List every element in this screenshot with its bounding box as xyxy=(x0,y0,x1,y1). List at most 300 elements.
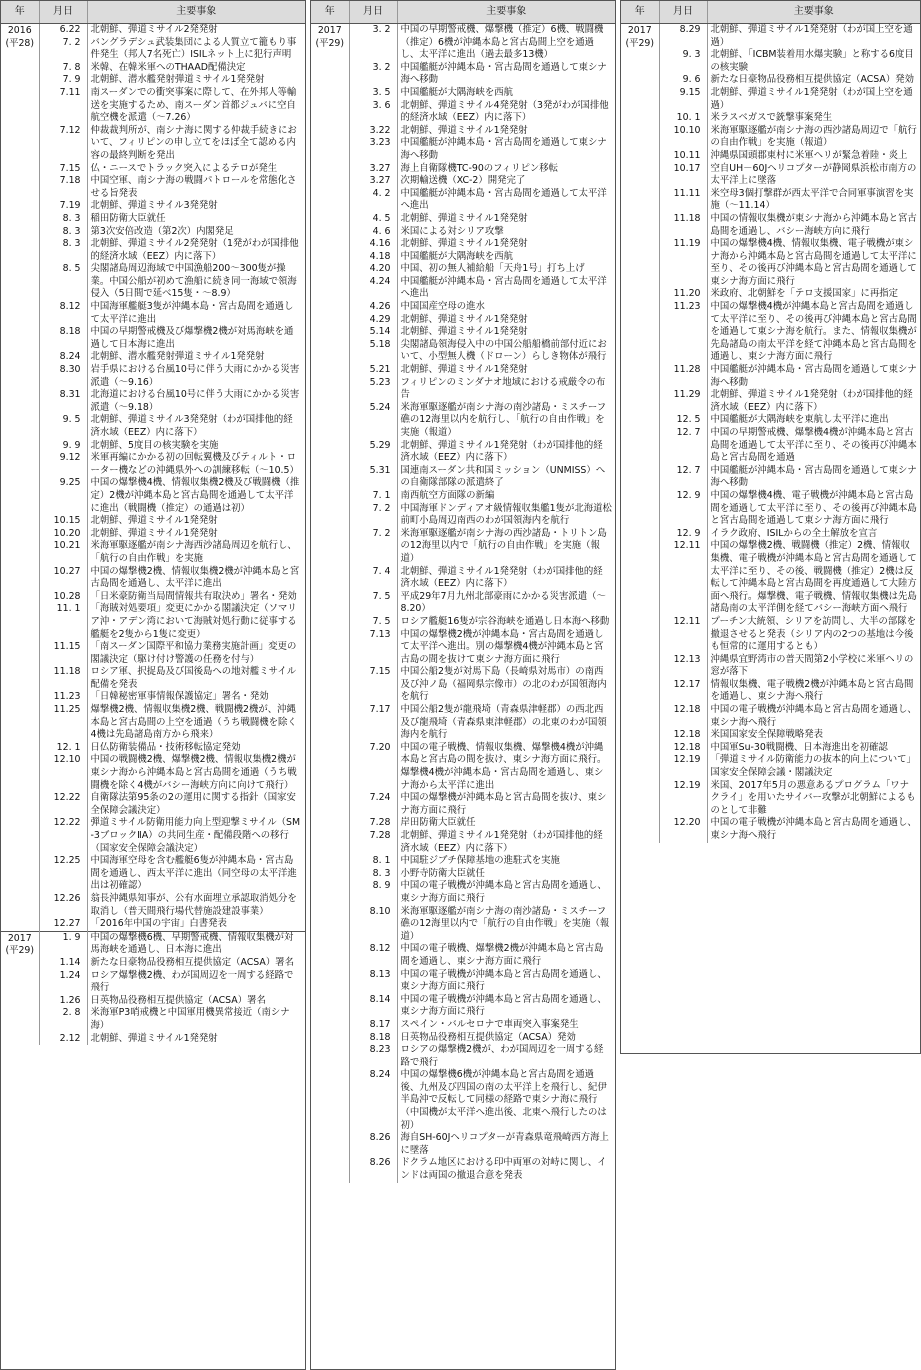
event-date: 3.23 xyxy=(349,137,397,162)
table-row xyxy=(1,566,305,591)
event-text: ロシア爆撃機2機、わが国周辺を一周する経路で飛行 xyxy=(90,969,294,994)
event-text: 自衛隊法第95条の2の運用に関する指針（国家安全保障会議決定） xyxy=(90,792,296,816)
header-event: 主要事象 xyxy=(397,1,615,24)
table-row xyxy=(621,540,920,616)
event-date: 1. 9 xyxy=(39,931,87,957)
event-text: 爆撃機2機、情報収集機2機、戦闘機2機が、沖縄本島と宮古島間の上空を通過（うち戦闘機を除く4機は先島諸島南方から飛来） xyxy=(90,704,297,741)
event-text: 中国の早期警戒機、爆撃機（推定）6機、戦闘機（推定）6機が沖縄本島と宮古島間上空を通過し、太平洋に進出（過去最多13機） xyxy=(400,24,604,61)
event-text: 海自SH-60Jヘリコプターが青森県竜飛崎西方海上に墜落 xyxy=(400,1132,609,1156)
table-row xyxy=(311,251,615,264)
event-text: 新たな日豪物品役務相互提供協定（ACSA）署名 xyxy=(90,956,294,968)
event-text: 中国軍Su-30戦闘機、日本海進出を初確認 xyxy=(710,741,888,753)
table-row xyxy=(1,603,305,641)
event-text: 稲田防衛大臣就任 xyxy=(90,212,166,224)
table-row xyxy=(621,780,920,818)
event-date: 8.13 xyxy=(349,969,397,994)
table-row xyxy=(621,754,920,779)
event-date: 9.15 xyxy=(659,87,707,112)
timeline-column-2 xyxy=(310,0,616,1370)
event-text: 中国の爆撃機6機、早期警戒機、情報収集機が対馬海峡を通過し、日本海に進出 xyxy=(87,931,305,957)
event-text: 北朝鮮、弾道ミサイル1発発射（わが国排他的経済水域（EEZ）内に落下） xyxy=(400,565,603,590)
table-row xyxy=(311,490,615,503)
event-text: イラク政府、ISILからの全土解放を宣言 xyxy=(710,527,878,539)
table-row xyxy=(311,868,615,881)
table-row xyxy=(311,163,615,176)
table-row xyxy=(1,477,305,515)
event-date: 8. 5 xyxy=(39,263,87,301)
table-row xyxy=(311,326,615,339)
event-date: 3. 6 xyxy=(349,100,397,125)
table-row xyxy=(1,817,305,855)
table-row xyxy=(311,830,615,855)
event-text: 米海軍P3哨戒機と中国軍用機異常接近（南シナ海） xyxy=(90,1007,290,1031)
table-row xyxy=(621,465,920,490)
table-row xyxy=(311,616,615,629)
event-text: 中国、初の無人補給船「天舟1号」打ち上げ xyxy=(400,263,585,275)
table-row xyxy=(1,301,305,326)
table-row xyxy=(621,729,920,742)
event-text: 北朝鮮、弾道ミサイル2発発射（1発がわが国排他的経済水域（EEZ）内に落下） xyxy=(90,238,299,262)
event-date: 8.12 xyxy=(39,301,87,326)
event-date: 8. 1 xyxy=(349,855,397,868)
event-date: 3. 2 xyxy=(349,24,397,62)
header-year: 年 xyxy=(1,1,39,24)
event-text: 北朝鮮、弾道ミサイル1発発射 xyxy=(400,364,528,376)
header-year: 年 xyxy=(311,1,349,24)
event-date: 8. 3 xyxy=(39,213,87,226)
event-date: 8.24 xyxy=(349,1069,397,1132)
event-text: 北朝鮮、弾道ミサイル1発発射 xyxy=(400,212,528,224)
event-date: 12.25 xyxy=(39,855,87,893)
table-row xyxy=(311,238,615,251)
event-date: 10.15 xyxy=(39,515,87,528)
event-text: 中国国産空母の進水 xyxy=(400,301,485,313)
table-row xyxy=(311,880,615,905)
event-date: 4.18 xyxy=(349,251,397,264)
table-row xyxy=(1,200,305,213)
event-date: 11.18 xyxy=(659,213,707,238)
event-date: 12. 7 xyxy=(659,427,707,465)
table-row xyxy=(311,1157,615,1182)
table-row xyxy=(621,528,920,541)
table-row xyxy=(1,452,305,477)
event-date: 11.23 xyxy=(39,691,87,704)
event-text: 中国海軍空母を含む艦艇6隻が沖縄本島・宮古島間を通過し、西太平洋に進出（同空母の太平洋進出は初確認） xyxy=(90,855,297,892)
table-row xyxy=(311,528,615,566)
event-text: 米海軍駆逐艦が南シナ海西沙諸島周辺を航行し、「航行の自由作戦」を実施 xyxy=(90,540,297,564)
table-header-row xyxy=(621,1,920,24)
header-date: 月日 xyxy=(659,1,707,24)
event-text: 中国の爆撃機4機、電子戦機が沖縄本島と宮古島間を通過して太平洋に至り、その後再び沖縄本島と宮古島間を通過して東シナ海方面に飛行 xyxy=(710,489,917,527)
event-text: 北朝鮮、弾道ミサイル3発発射（わが国排他的経済水域（EEZ）内に落下） xyxy=(90,414,293,438)
year-value: 2017 xyxy=(627,25,652,36)
event-date: 3. 2 xyxy=(349,62,397,87)
table-row xyxy=(621,389,920,414)
event-date: 2. 8 xyxy=(39,1007,87,1032)
event-text: 中国艦艇が沖縄本島・宮古島間を通過して太平洋へ進出 xyxy=(400,187,607,212)
table-row xyxy=(311,855,615,868)
event-date: 8.24 xyxy=(39,351,87,364)
event-date: 1.24 xyxy=(39,970,87,995)
event-date: 8. 9 xyxy=(349,880,397,905)
event-date: 12.13 xyxy=(659,654,707,679)
event-text: 北朝鮮、弾道ミサイル1発発射（わが国上空を通過） xyxy=(710,24,913,48)
event-text: スペイン・バルセロナで車両突入事案発生 xyxy=(400,1018,579,1030)
event-text: 中国の爆撃機2機が沖縄本島・宮古島間を通過して太平洋へ進出。別の爆撃機4機が沖縄本島と宮古島の間を抜けて東シナ海方面に飛行 xyxy=(400,628,604,665)
table-row xyxy=(621,364,920,389)
event-date: 7. 2 xyxy=(349,528,397,566)
table-row xyxy=(311,465,615,490)
event-date: 11.20 xyxy=(659,288,707,301)
events-table xyxy=(1,1,305,1045)
event-date: 12.10 xyxy=(39,754,87,792)
table-row xyxy=(1,87,305,125)
event-date: 8.31 xyxy=(39,389,87,414)
table-row xyxy=(621,49,920,74)
event-text: 弾道ミサイル防衛用能力向上型迎撃ミサイル（SM-3ブロックⅡA）の共同生産・配備段階への移行（国家安全保障会議決定） xyxy=(90,817,301,854)
event-text: 米空母3個打撃群が西太平洋で合同軍事演習を実施（～11.14） xyxy=(710,187,914,212)
event-text: 米海軍駆逐艦が南シナ海の西沙諸島・トリトン島の12海里以内で「航行の自由作戦」を実施（報道） xyxy=(400,527,607,564)
event-date: 8.17 xyxy=(349,1019,397,1032)
table-row xyxy=(621,288,920,301)
event-text: 中国の電子戦機が沖縄本島と宮古島間を通過し、東シナ海へ飛行 xyxy=(710,817,917,841)
table-row xyxy=(311,817,615,830)
event-date: 12.11 xyxy=(659,540,707,616)
event-text: 北朝鮮、「ICBM装着用水爆実験」と称する6度目の核実験 xyxy=(710,49,914,73)
year-value: 2017 xyxy=(317,25,342,36)
table-row xyxy=(311,503,615,528)
event-date: 7.19 xyxy=(39,200,87,213)
table-row xyxy=(1,37,305,62)
table-row xyxy=(621,74,920,87)
event-date: 8.26 xyxy=(349,1157,397,1182)
event-date: 8. 3 xyxy=(39,226,87,239)
event-date: 7. 4 xyxy=(349,566,397,591)
table-row xyxy=(621,87,920,112)
table-row xyxy=(621,163,920,188)
table-row xyxy=(311,792,615,817)
table-header-row xyxy=(1,1,305,24)
event-date: 12. 9 xyxy=(659,528,707,541)
table-row xyxy=(621,427,920,465)
event-date: 12. 7 xyxy=(659,465,707,490)
table-row xyxy=(1,175,305,200)
event-date: 4. 2 xyxy=(349,188,397,213)
header-year: 年 xyxy=(621,1,659,24)
table-row xyxy=(311,24,615,62)
event-text: 「日韓秘密軍事情報保護協定」署名・発効 xyxy=(90,691,269,703)
event-date: 1.14 xyxy=(39,957,87,970)
event-text: 北朝鮮、潜水艦発射弾道ミサイル1発発射 xyxy=(90,74,265,86)
event-text: 北海道における台風10号に伴う大雨にかかる災害派遣（～9.18） xyxy=(90,389,300,413)
table-row xyxy=(311,213,615,226)
event-text: 岩手県における台風10号に伴う大雨にかかる災害派遣（～9.16） xyxy=(90,364,300,388)
header-date: 月日 xyxy=(39,1,87,24)
event-text: 北朝鮮、弾道ミサイル1発発射（わが国上空を通過） xyxy=(710,86,913,111)
table-row xyxy=(311,629,615,667)
era-value: (平29) xyxy=(625,37,655,49)
table-row xyxy=(1,326,305,351)
table-row xyxy=(1,62,305,75)
event-date: 9. 5 xyxy=(39,414,87,439)
table-row xyxy=(311,175,615,188)
event-date: 9. 3 xyxy=(659,49,707,74)
event-date: 12.11 xyxy=(659,616,707,654)
table-row xyxy=(311,591,615,616)
event-date: 10.21 xyxy=(39,540,87,565)
table-row xyxy=(311,137,615,162)
event-date: 11.18 xyxy=(39,666,87,691)
event-date: 12. 5 xyxy=(659,414,707,427)
event-date: 9. 6 xyxy=(659,74,707,87)
table-row xyxy=(1,414,305,439)
events-table xyxy=(621,1,920,843)
table-row xyxy=(311,276,615,301)
table-row xyxy=(311,100,615,125)
table-row xyxy=(1,754,305,792)
event-text: 中国の早期警戒機、爆撃機4機が沖縄本島と宮古島間を通過して太平洋に至り、その後再び沖縄本島と宮古島間を通過 xyxy=(710,427,917,464)
event-text: 中国艦艇が大隅海峡を西航 xyxy=(400,250,514,262)
event-text: 中国の爆撃機6機が沖縄本島と宮古島間を通過後、九州及び四国の南の太平洋上を飛行し、紀伊半島沖で反転して同様の経路で東シナ海に飛行（中国機が太平洋へ進出後、北東へ飛行したのは初） xyxy=(400,1069,607,1131)
event-date: 7. 5 xyxy=(349,591,397,616)
table-row xyxy=(1,666,305,691)
event-date: 8.14 xyxy=(349,994,397,1019)
event-date: 8.29 xyxy=(659,24,707,50)
event-text: 米国、2017年5月の悪意あるプログラム「ワナクライ」を用いたサイバー攻撃が北朝鮮によるものとして非難 xyxy=(710,779,916,816)
table-row xyxy=(1,125,305,163)
table-row xyxy=(311,314,615,327)
table-row xyxy=(1,995,305,1008)
event-date: 7. 9 xyxy=(39,74,87,87)
event-date: 7.12 xyxy=(39,125,87,163)
table-row xyxy=(311,1132,615,1157)
event-text: 日仏防衛装備品・技術移転協定発効 xyxy=(90,741,241,753)
event-text: 中国の電子戦機が沖縄本島と宮古島間を通過し、東シナ海方面に飛行 xyxy=(400,968,607,993)
event-date: 7. 5 xyxy=(349,616,397,629)
event-text: 北朝鮮、弾道ミサイル4発発射（3発がわが国排他的経済水域（EEZ）内に落下） xyxy=(400,99,609,124)
event-text: 米海軍駆逐艦が南シナ海の西沙諸島周辺で「航行の自由作戦」を実施（報道） xyxy=(710,124,917,149)
event-date: 10.27 xyxy=(39,566,87,591)
event-date: 10. 1 xyxy=(659,112,707,125)
year-cell xyxy=(1,24,39,932)
table-row xyxy=(621,112,920,125)
event-date: 12.19 xyxy=(659,754,707,779)
event-text: 北朝鮮、弾道ミサイル2発発射 xyxy=(90,24,218,35)
table-row xyxy=(621,238,920,288)
event-date: 4. 6 xyxy=(349,226,397,239)
event-date: 4.29 xyxy=(349,314,397,327)
event-date: 8.23 xyxy=(349,1044,397,1069)
table-row xyxy=(621,742,920,755)
table-row xyxy=(311,1069,615,1132)
event-date: 8.12 xyxy=(349,943,397,968)
table-row xyxy=(1,641,305,666)
event-text: 小野寺防衛大臣就任 xyxy=(400,867,485,879)
table-row xyxy=(1,74,305,87)
event-text: 新たな日豪物品役務相互提供協定（ACSA）発効 xyxy=(710,74,914,86)
event-date: 10.20 xyxy=(39,528,87,541)
table-row xyxy=(621,616,920,654)
event-text: 仲裁裁判所が、南シナ海に関する仲裁手続きにおいて、フィリピンの申し立てをほぼ全て認める内容の最終判断を発出 xyxy=(90,124,297,161)
table-row xyxy=(311,188,615,213)
event-date: 10.28 xyxy=(39,591,87,604)
event-text: 第3次安倍改造（第2次）内閣発足 xyxy=(90,225,234,237)
year-cell xyxy=(311,24,349,1183)
event-text: 中国艦艇が沖縄本島・宮古島間を通過して東シナ海へ移動 xyxy=(710,364,917,388)
table-row xyxy=(311,994,615,1019)
event-date: 7.20 xyxy=(349,742,397,792)
event-text: 中国の電子戦機が沖縄本島と宮古島間を通過し、東シナ海へ飛行 xyxy=(710,704,917,728)
event-date: 12. 1 xyxy=(39,742,87,755)
event-date: 12.17 xyxy=(659,679,707,704)
table-row xyxy=(311,1032,615,1045)
event-date: 8.10 xyxy=(349,906,397,944)
table-row xyxy=(311,377,615,402)
event-text: 沖縄県宜野湾市の普天間第2小学校に米軍ヘリの窓が落下 xyxy=(710,653,914,678)
event-text: 中国の爆撃機が沖縄本島と宮古島間を抜け、東シナ海方面に飛行 xyxy=(400,792,607,816)
event-text: 「日米豪防衛当局間情報共有取決め」署名・発効 xyxy=(90,590,297,602)
event-text: 米軍再編にかかる初の回転翼機及びティルト・ローター機などの沖縄県外への訓練移転（～10.5） xyxy=(90,452,299,476)
table-row xyxy=(621,414,920,427)
event-text: 翁長沖縄県知事が、公有水面埋立承認取消処分を取消し（普天間飛行場代替施設建設事業） xyxy=(90,892,297,917)
event-text: 北朝鮮、弾道ミサイル1発発射 xyxy=(90,515,218,527)
event-date: 8.18 xyxy=(349,1032,397,1045)
event-text: 次期輸送機（XC-2）開発完了 xyxy=(400,175,526,187)
event-text: 中国公船2隻が対馬下島（長崎県対馬市）の南西及び沖ノ島（福岡県宗像市）の北のわが国領海内を航行 xyxy=(400,666,607,703)
event-text: 南西航空方面隊の新編 xyxy=(400,489,495,501)
table-row xyxy=(1,515,305,528)
table-row xyxy=(1,792,305,817)
year-cell xyxy=(1,931,39,1045)
event-text: 岸田防衛大臣就任 xyxy=(400,817,476,829)
table-row xyxy=(1,213,305,226)
event-date: 5.23 xyxy=(349,377,397,402)
event-text: 北朝鮮、5度目の核実験を実施 xyxy=(90,439,219,451)
event-text: 中国海軍艦艇3隻が沖縄本島・宮古島間を通過して太平洋に進出 xyxy=(90,301,294,325)
table-row xyxy=(621,150,920,163)
event-date: 7.17 xyxy=(349,704,397,742)
event-date: 12.20 xyxy=(659,817,707,842)
event-text: 「南スーダン国際平和協力業務実施計画」変更の閣議決定（駆け付け警護の任務を付与） xyxy=(90,641,297,665)
event-text: 「弾道ミサイル防衛能力の抜本的向上について」国家安全保障会議・閣議決定 xyxy=(710,754,916,779)
era-value: (平29) xyxy=(5,945,35,957)
event-text: 平成29年7月九州北部豪雨にかかる災害派遣（～8.20） xyxy=(400,590,606,615)
event-text: 中国艦艇が大隅海峡を西航 xyxy=(400,86,514,98)
table-row xyxy=(1,931,305,957)
event-date: 11.19 xyxy=(659,238,707,288)
table-row xyxy=(1,440,305,453)
table-row xyxy=(1,226,305,239)
event-date: 9.25 xyxy=(39,477,87,515)
table-row xyxy=(621,188,920,213)
event-text: 情報収集機、電子戦機2機が沖縄本島と宮古島間を通過し、東シナ海へ飛行 xyxy=(710,678,914,703)
header-event: 主要事象 xyxy=(707,1,920,24)
table-row xyxy=(1,1007,305,1032)
table-row xyxy=(621,654,920,679)
table-header-row xyxy=(311,1,615,24)
table-row xyxy=(311,704,615,742)
event-text: フィリピンのミンダナオ地域における戒厳令の布告 xyxy=(400,376,606,401)
table-row xyxy=(311,1044,615,1069)
table-row xyxy=(1,263,305,301)
event-date: 7.28 xyxy=(349,817,397,830)
table-row xyxy=(1,970,305,995)
event-text: 米政府、北朝鮮を「テロ支援国家」に再指定 xyxy=(710,288,899,300)
event-text: 北朝鮮、弾道ミサイル1発発射 xyxy=(400,124,528,136)
table-row xyxy=(621,301,920,364)
event-date: 8.18 xyxy=(39,326,87,351)
event-date: 7.13 xyxy=(349,629,397,667)
event-text: 米海軍駆逐艦が南シナ海の南沙諸島・ミスチーフ礁の12海里以内で「航行の自由作戦」を実施（報道） xyxy=(400,905,610,942)
event-date: 3.22 xyxy=(349,125,397,138)
table-row xyxy=(621,679,920,704)
table-row xyxy=(311,62,615,87)
event-date: 7. 2 xyxy=(349,503,397,528)
event-text: 北朝鮮、弾道ミサイル1発発射（わが国排他的経済水域（EEZ）内に落下） xyxy=(400,830,603,854)
event-date: 5.31 xyxy=(349,465,397,490)
event-text: 米国による対シリア攻撃 xyxy=(400,225,504,237)
event-date: 11.29 xyxy=(659,389,707,414)
table-row xyxy=(311,87,615,100)
event-date: 5.21 xyxy=(349,364,397,377)
event-text: 中国の電子戦機が沖縄本島と宮古島間を通過し、東シナ海方面に飛行 xyxy=(400,993,607,1018)
table-row xyxy=(621,490,920,528)
event-text: バングラデシュ武装集団による人質立て籠もり事件発生（邦人7名死亡）ISILネット上に犯行声明 xyxy=(90,36,297,61)
event-date: 8. 3 xyxy=(39,238,87,263)
table-row xyxy=(311,364,615,377)
event-text: 尖閣諸島周辺海域で中国漁船200～300隻が操業。中国公船が初めて漁船に続き同一海域で領海侵入（5日間で延べ15隻・～8.9） xyxy=(90,263,297,300)
event-date: 11.11 xyxy=(659,188,707,213)
table-row xyxy=(1,704,305,742)
event-text: 中国艦艇が大隅海峡を東航し太平洋に進出 xyxy=(710,414,889,426)
event-date: 4.24 xyxy=(349,276,397,301)
event-text: ロシア艦艇16隻が宗谷海峡を通過し日本海へ移動 xyxy=(400,615,610,627)
table-row xyxy=(1,691,305,704)
event-date: 12.22 xyxy=(39,817,87,855)
event-date: 3. 5 xyxy=(349,87,397,100)
event-text: 中国の爆撃機4機が沖縄本島と宮古島間を通過して太平洋に至り、その後再び沖縄本島と宮古島間を通過して東シナ海を航行。また、情報収集機が先島諸島の南太平洋を経て沖縄本島と宮古島間を通過し、東シナ海方面に飛行 xyxy=(710,301,917,363)
event-text: 中国の電子戦機、情報収集機、爆撃機4機が沖縄本島と宮古島の間を抜け、東シナ海方面に飛行。爆撃機4機が沖縄本島・宮古島間を通過し、東シナ海から太平洋に進出 xyxy=(400,741,607,791)
event-date: 11.25 xyxy=(39,704,87,742)
event-date: 11. 1 xyxy=(39,603,87,641)
event-date: 12.22 xyxy=(39,792,87,817)
event-text: 北朝鮮、弾道ミサイル3発発射 xyxy=(90,200,218,212)
event-date: 12.19 xyxy=(659,780,707,818)
event-date: 7. 1 xyxy=(349,490,397,503)
event-text: 米韓、在韓米軍へのTHAAD配備決定 xyxy=(90,61,246,73)
era-value: (平29) xyxy=(315,37,345,49)
table-row xyxy=(311,943,615,968)
event-date: 4.20 xyxy=(349,263,397,276)
event-text: ドクラム地区における印中両軍の対峙に関し、インドは両国の撤退合意を発表 xyxy=(400,1157,607,1182)
event-text: 中国公船2隻が龍飛埼（青森県津軽郡）の西北西及び龍飛埼（青森県東津軽郡）の北東のわが国領海内を航行 xyxy=(400,704,607,741)
event-text: プーチン大統領、シリアを訪問し、大半の部隊を撤退させると発表（シリア内の2つの基地は今後も恒常的に運用するとも） xyxy=(710,615,917,653)
event-date: 12.26 xyxy=(39,893,87,918)
event-text: 中国の爆撃機4機、情報収集機、電子戦機が東シナ海から沖縄本島と宮古島間を通過して太平洋に至り、その後再び沖縄本島と宮古島間を通過して東シナ海方面に飛行 xyxy=(710,238,917,287)
event-date: 7. 2 xyxy=(39,37,87,62)
table-row xyxy=(1,742,305,755)
event-date: 12.18 xyxy=(659,729,707,742)
era-value: (平28) xyxy=(5,37,35,49)
table-row xyxy=(311,402,615,440)
event-date: 12.18 xyxy=(659,704,707,729)
event-text: 北朝鮮、弾道ミサイル1発発射 xyxy=(90,527,218,539)
event-text: 仏・ニースでトラック突入によるテロが発生 xyxy=(90,162,278,174)
table-row xyxy=(621,24,920,50)
event-date: 9. 9 xyxy=(39,440,87,453)
event-text: 中国艦艇が沖縄本島・宮古島間を通過して東シナ海へ移動 xyxy=(710,464,917,489)
table-row xyxy=(1,163,305,176)
